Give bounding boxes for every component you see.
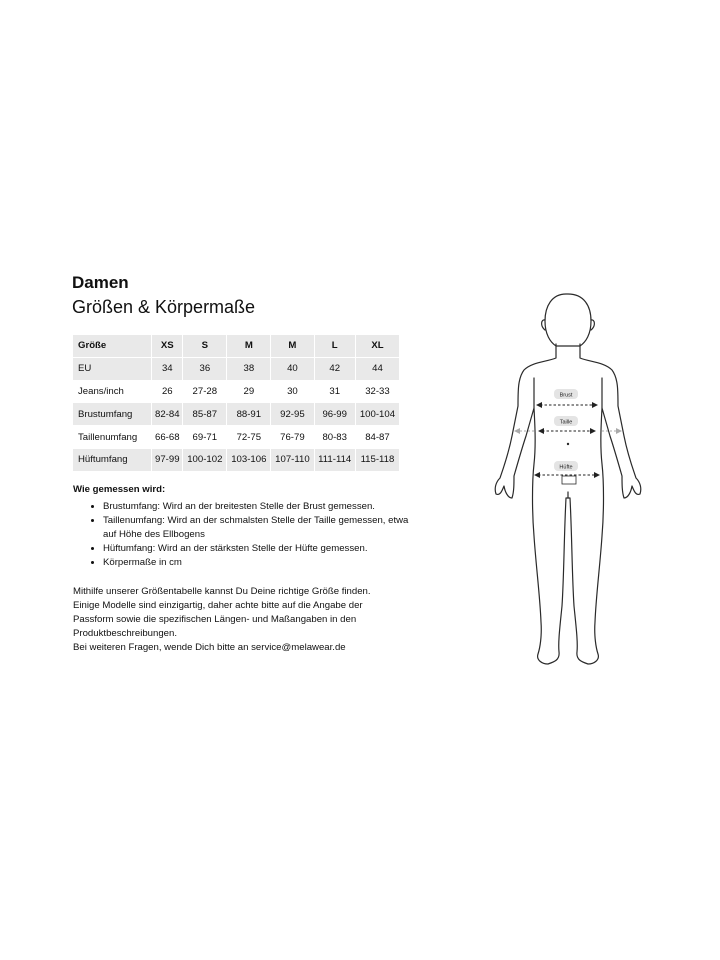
page-title: Damen: [72, 273, 129, 292]
column-header: M: [227, 335, 271, 358]
table-row: [73, 426, 400, 449]
column-header: M: [271, 335, 314, 358]
table-cell: 80-83: [314, 426, 355, 449]
table-cell: 82-84: [152, 403, 183, 426]
waist-label: Taille: [559, 419, 573, 426]
navel-dot: [567, 443, 569, 445]
table-cell: 34: [152, 357, 183, 380]
measure-heading: Wie gemessen wird:: [73, 484, 166, 495]
table-cell: 42: [314, 357, 355, 380]
table-row: [73, 403, 400, 426]
table-cell: 97-99: [152, 448, 183, 471]
column-header: S: [183, 335, 227, 358]
body-figure-illustration: [490, 286, 650, 672]
row-label: Hüftumfang: [73, 448, 152, 471]
hip-label: Hüfte: [559, 464, 573, 471]
table-row: [73, 448, 400, 471]
arrow-right-icon: [592, 402, 598, 408]
size-table: [72, 334, 400, 472]
chest-label: Brust: [559, 392, 573, 399]
arrow-left-icon: [514, 428, 520, 434]
table-cell: 100-104: [355, 403, 399, 426]
arrow-left-icon: [538, 428, 544, 434]
table-cell: 103-106: [227, 448, 271, 471]
page-subtitle: Größen & Körpermaße: [72, 297, 256, 317]
info-text: [73, 585, 403, 655]
table-cell: 115-118: [355, 448, 399, 471]
table-cell: 27-28: [183, 380, 227, 403]
row-label: Taillenumfang: [73, 426, 152, 449]
table-cell: 36: [183, 357, 227, 380]
list-item: • Taillenumfang: Wird an der schmalsten Stelle der Taille gemessen, etwa auf Höhe des Ellbogens: [103, 514, 423, 542]
row-label: Brustumfang: [73, 403, 152, 426]
info-line: Einige Modelle sind einzigartig, daher achte bitte auf die Angabe der Passform sowie die spezifischen Längen- und Maßangaben in den Produktbeschreibungen.: [73, 600, 363, 639]
table-header-row: [73, 335, 400, 358]
table-cell: 72-75: [227, 426, 271, 449]
table-cell: 69-71: [183, 426, 227, 449]
table-cell: 88-91: [227, 403, 271, 426]
table-cell: 31: [314, 380, 355, 403]
table-cell: 85-87: [183, 403, 227, 426]
measure-list: [88, 500, 423, 570]
table-cell: 111-114: [314, 448, 355, 471]
table-cell: 100-102: [183, 448, 227, 471]
row-label: Jeans/inch: [73, 380, 152, 403]
info-line: Mithilfe unserer Größentabelle kannst Du Deine richtige Größe finden.: [73, 586, 371, 597]
table-cell: 92-95: [271, 403, 314, 426]
body-outline: [495, 294, 641, 664]
list-item: • Körpermaße in cm: [103, 556, 423, 570]
table-cell: 26: [152, 380, 183, 403]
column-header: L: [314, 335, 355, 358]
row-label: EU: [73, 357, 152, 380]
arrow-left-icon: [534, 472, 540, 478]
table-cell: 107-110: [271, 448, 314, 471]
table-cell: 38: [227, 357, 271, 380]
list-item: • Brustumfang: Wird an der breitesten Stelle der Brust gemessen.: [103, 500, 423, 514]
arrow-right-icon: [594, 472, 600, 478]
table-cell: 96-99: [314, 403, 355, 426]
column-header: XL: [355, 335, 399, 358]
arrow-right-icon: [590, 428, 596, 434]
table-cell: 76-79: [271, 426, 314, 449]
crotch-marker: [562, 476, 576, 484]
column-header: Größe: [73, 335, 152, 358]
column-header: XS: [152, 335, 183, 358]
arrow-left-icon: [536, 402, 542, 408]
table-cell: 66-68: [152, 426, 183, 449]
list-item: • Hüftumfang: Wird an der stärksten Stelle der Hüfte gemessen.: [103, 542, 423, 556]
arrow-right-icon: [616, 428, 622, 434]
table-cell: 30: [271, 380, 314, 403]
table-cell: 32-33: [355, 380, 399, 403]
table-row: [73, 380, 400, 403]
table-cell: 84-87: [355, 426, 399, 449]
table-cell: 44: [355, 357, 399, 380]
table-row: [73, 357, 400, 380]
table-cell: 29: [227, 380, 271, 403]
info-line: Bei weiteren Fragen, wende Dich bitte an service@melawear.de: [73, 642, 346, 653]
table-cell: 40: [271, 357, 314, 380]
